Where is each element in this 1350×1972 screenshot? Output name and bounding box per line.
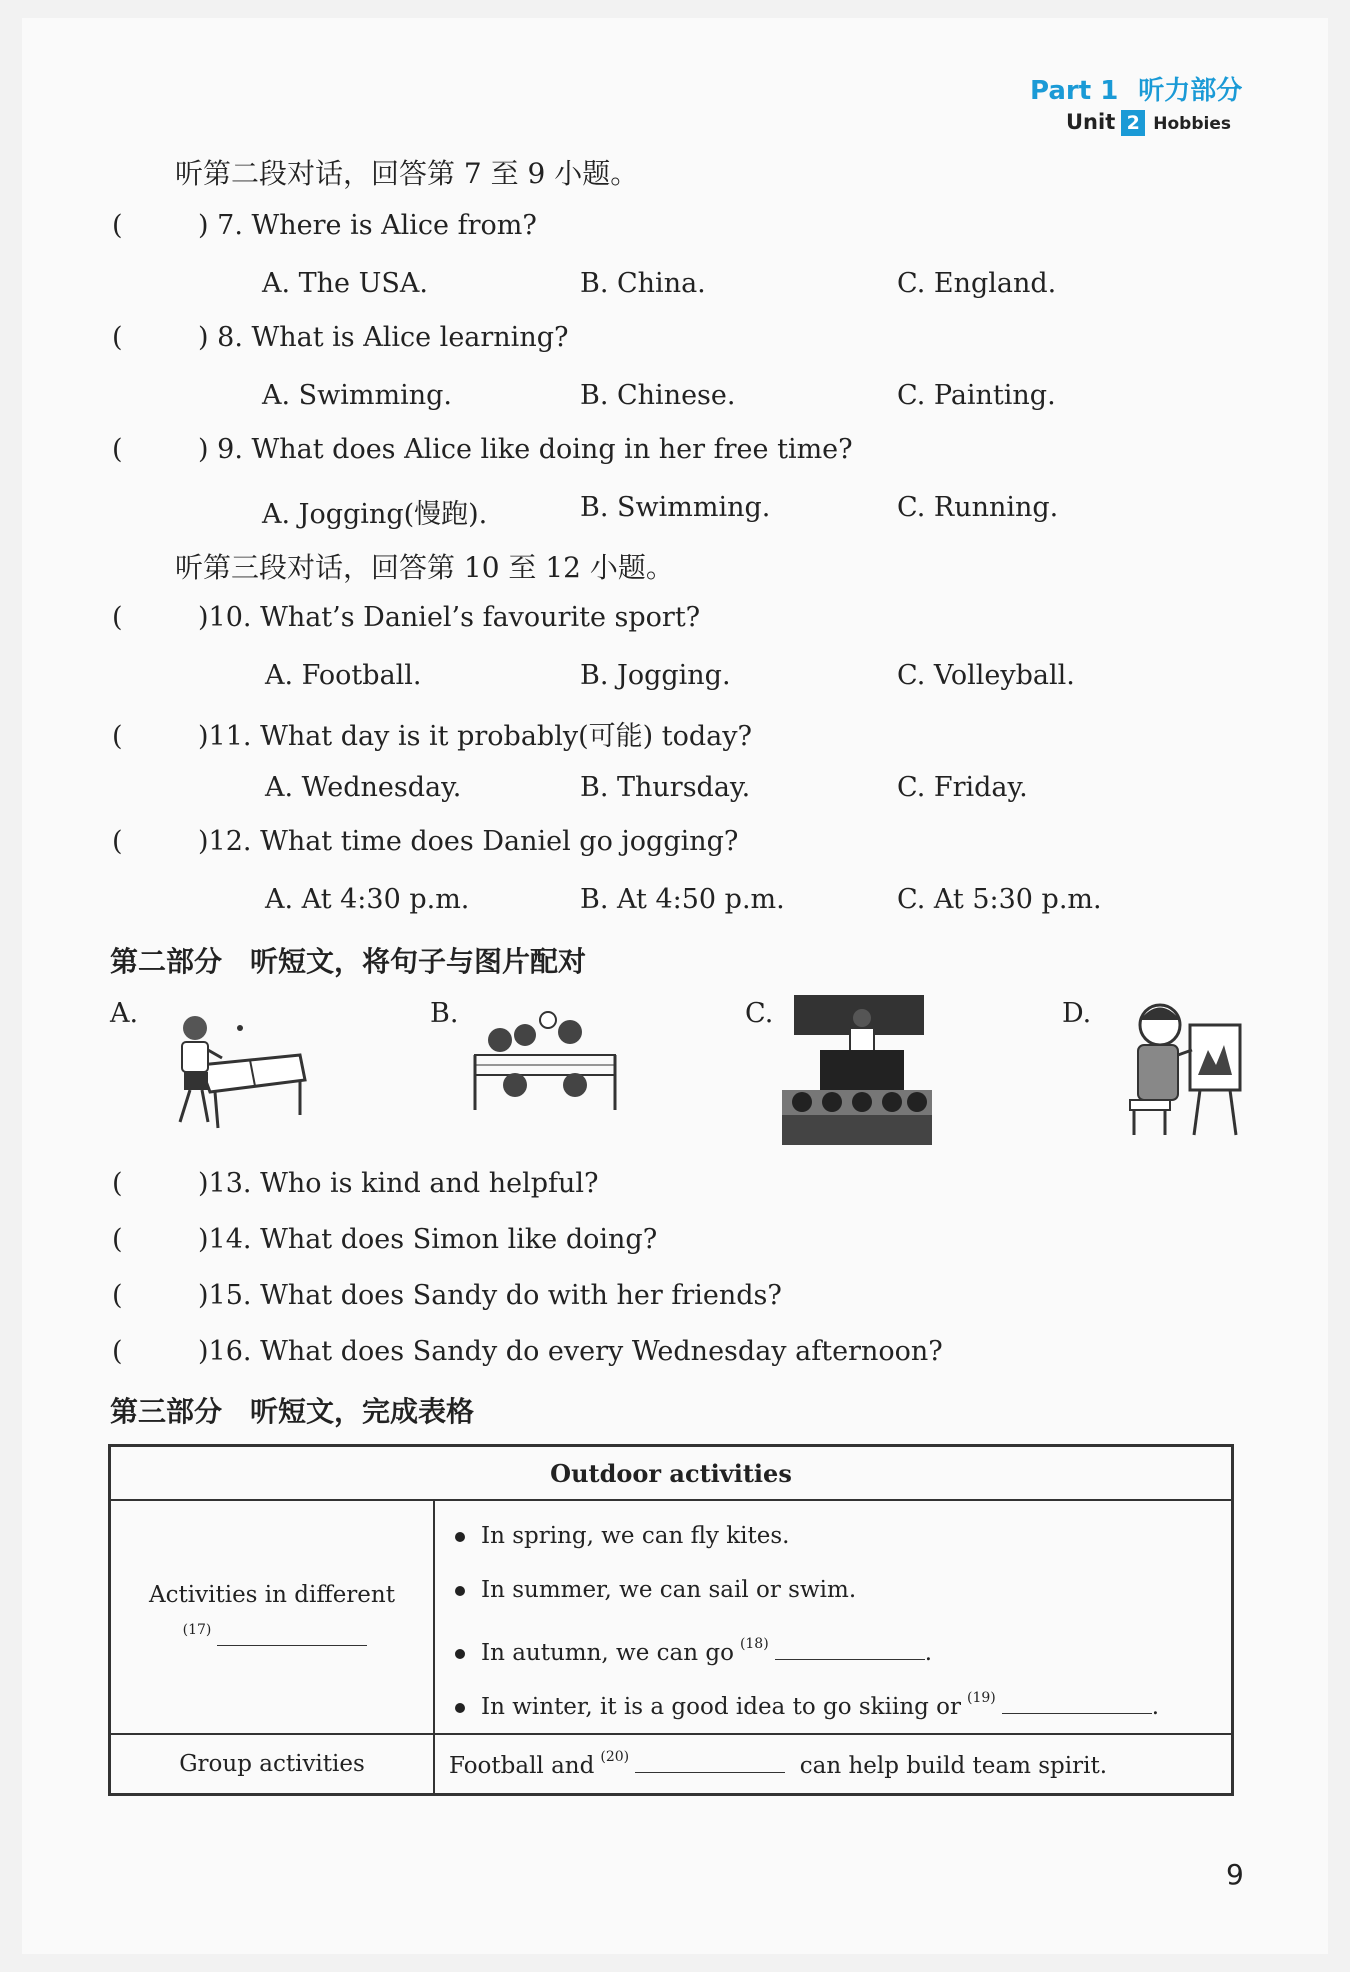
question-13: ( )13. Who is kind and helpful?: [112, 1168, 599, 1199]
part3-heading: 第三部分 听短文，完成表格: [110, 1395, 475, 1428]
header-part: [1030, 70, 1242, 107]
q8-option-c: C. Painting.: [897, 380, 1056, 411]
question-12: ( )12. What time does Daniel go jogging?: [112, 826, 739, 857]
section2-intro: 听第二段对话，回答第 7 至 9 小题。: [175, 157, 639, 190]
blank-17[interactable]: [217, 1623, 367, 1646]
list-item: In winter, it is a good idea to go skiing or $^{(19)}$ .: [455, 1671, 1231, 1725]
q12-option-b: B. At 4:50 p.m.: [580, 884, 785, 915]
q9-option-c: C. Running.: [897, 492, 1059, 523]
row2-label: Group activities: [110, 1734, 435, 1795]
unit-word: Unit: [1066, 110, 1116, 134]
question-15: ( )15. What does Sandy do with her friends?: [112, 1280, 782, 1311]
q10-option-b: B. Jogging.: [580, 660, 731, 691]
unit-title: Hobbies: [1153, 114, 1231, 134]
list-item: In summer, we can sail or swim.: [455, 1563, 1231, 1617]
bullet-icon: [455, 1586, 465, 1596]
bullet-icon: [455, 1703, 465, 1713]
q9-option-b: B. Swimming.: [580, 492, 771, 523]
bullet-icon: [455, 1649, 465, 1659]
question-10: ( )10. What’s Daniel’s favourite sport?: [112, 602, 701, 633]
outdoor-activities-table: [108, 1444, 1234, 1796]
table-row: [110, 1734, 1233, 1795]
q8-option-a: A. Swimming.: [262, 380, 453, 411]
question-16: ( )16. What does Sandy do every Wednesday afternoon?: [112, 1336, 943, 1367]
part-title: 听力部分: [1138, 76, 1243, 106]
part-label: Part 1: [1030, 76, 1119, 106]
classroom-picture: [782, 990, 932, 1145]
page-number: 9: [1226, 1858, 1244, 1891]
picture-label-d: D.: [1062, 998, 1092, 1029]
volleyball-picture: [470, 1010, 620, 1120]
table-row: [110, 1500, 1233, 1734]
question-7: ( ) 7. Where is Alice from?: [112, 210, 537, 241]
answer-paren[interactable]: (: [112, 434, 123, 465]
answer-paren[interactable]: (: [112, 1168, 123, 1199]
q7-option-c: C. England.: [897, 268, 1057, 299]
list-item: In autumn, we can go $^{(18)}$ .: [455, 1617, 1231, 1671]
bullet-list: [434, 1500, 1233, 1734]
question-8: ( ) 8. What is Alice learning?: [112, 322, 569, 353]
blank-18[interactable]: [775, 1637, 925, 1660]
bullet-icon: [455, 1532, 465, 1542]
q11-option-c: C. Friday.: [897, 772, 1028, 803]
row1-label: Activities in different: [149, 1582, 395, 1608]
painting-picture: [1120, 995, 1250, 1140]
q12-option-a: A. At 4:30 p.m.: [265, 884, 470, 915]
q7-option-a: A. The USA.: [262, 268, 428, 299]
blank-20[interactable]: [635, 1750, 785, 1773]
answer-paren[interactable]: (: [112, 602, 123, 633]
answer-paren[interactable]: (: [112, 721, 123, 752]
row1-label-cell: [110, 1500, 435, 1734]
question-14: ( )14. What does Simon like doing?: [112, 1224, 658, 1255]
q12-option-c: C. At 5:30 p.m.: [897, 884, 1102, 915]
answer-paren[interactable]: (: [112, 210, 123, 241]
table-title: Outdoor activities: [110, 1446, 1233, 1501]
list-item: In spring, we can fly kites.: [455, 1509, 1231, 1563]
section3-intro: 听第三段对话，回答第 10 至 12 小题。: [175, 551, 674, 584]
picture-label-b: B.: [430, 998, 459, 1029]
q11-option-a: A. Wednesday.: [265, 772, 462, 803]
picture-label-a: A.: [110, 998, 139, 1029]
blank-number-17: (17): [182, 1622, 212, 1638]
answer-paren[interactable]: (: [112, 322, 123, 353]
answer-paren[interactable]: (: [112, 1336, 123, 1367]
q10-option-a: A. Football.: [265, 660, 422, 691]
answer-paren[interactable]: (: [112, 1224, 123, 1255]
answer-paren[interactable]: (: [112, 826, 123, 857]
picture-label-c: C.: [745, 998, 774, 1029]
question-9: ( ) 9. What does Alice like doing in her free time?: [112, 434, 853, 465]
q11-option-b: B. Thursday.: [580, 772, 751, 803]
part2-heading: 第二部分 听短文，将句子与图片配对: [110, 945, 587, 978]
row2-content: Football and $^{(20)}$ can help build team spirit.: [434, 1734, 1233, 1795]
header-unit: [1066, 110, 1231, 136]
ping-pong-picture: [150, 1010, 310, 1140]
q9-option-a: A. Jogging(慢跑).: [262, 499, 488, 530]
unit-number-badge: 2: [1121, 110, 1145, 136]
q7-option-b: B. China.: [580, 268, 706, 299]
question-11: ( )11. What day is it probably(可能) today?: [112, 721, 752, 752]
q10-option-c: C. Volleyball.: [897, 660, 1075, 691]
q8-option-b: B. Chinese.: [580, 380, 736, 411]
blank-19[interactable]: [1002, 1691, 1152, 1714]
answer-paren[interactable]: (: [112, 1280, 123, 1311]
